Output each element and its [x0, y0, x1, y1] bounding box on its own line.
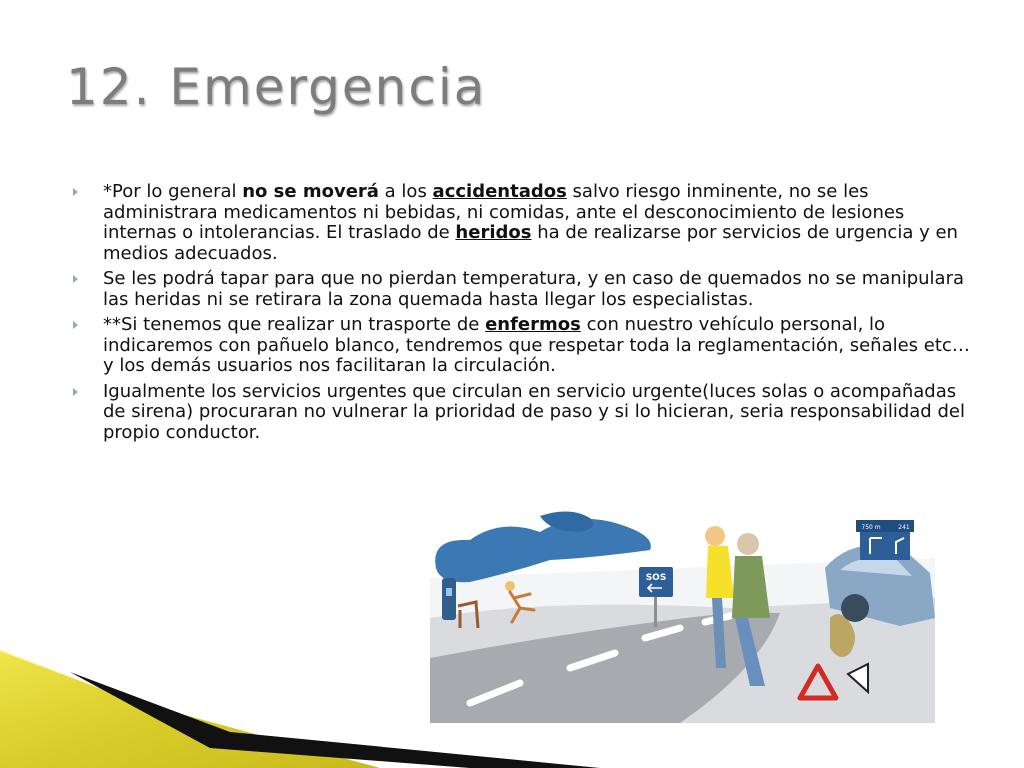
emphasized-term: accidentados	[432, 181, 567, 202]
bullet-text	[103, 314, 970, 376]
emphasized-term: heridos	[455, 222, 532, 243]
slide-title: 12. Emergencia	[66, 58, 487, 116]
bullet-text	[103, 381, 965, 443]
bullet-arrow-icon	[73, 275, 78, 283]
bullet-text	[103, 268, 964, 310]
text-segment: Se les podrá tapar para que no pierdan temperatura, y en caso de quemados no se manipulara las heridas ni se retirara la zona quemada hasta llegar los especialistas.	[103, 268, 965, 310]
bullet-arrow-icon	[73, 321, 78, 329]
text-segment: a los	[378, 181, 433, 202]
bullet-arrow-icon	[73, 388, 78, 396]
text-segment: con nuestro vehículo personal, lo indicaremos con pañuelo blanco, tendremos que respetar toda la reglamentación, señales etc… y los demás usuarios nos facilitaran la circulación.	[103, 314, 970, 376]
corner-decoration	[0, 640, 600, 768]
text-segment: salvo riesgo inminente, no se les administrara medicamentos ni bebidas, ni comidas, ante el desconocimiento de lesiones internas o intolerancias. El traslado de	[103, 181, 905, 243]
bullet-item	[72, 315, 972, 377]
bullet-text	[103, 181, 958, 264]
svg-text:241: 241	[898, 524, 910, 531]
bold-phrase: no se moverá	[242, 181, 379, 202]
svg-text:750 m: 750 m	[861, 524, 881, 531]
text-segment: *Por lo general	[103, 181, 243, 202]
bullet-item	[72, 269, 972, 310]
text-segment: ha de realizarse por servicios de urgencia y en medios adecuados.	[103, 222, 958, 264]
text-segment: Igualmente los servicios urgentes que circulan en servicio urgente(luces solas o acompañadas de sirena) procuraran no vulnerar la prioridad de paso y si lo hicieran, seria responsabilidad del propio conductor.	[103, 380, 965, 443]
text-segment: **Si tenemos que realizar un trasporte de	[103, 314, 486, 335]
bullet-list	[72, 182, 972, 448]
bullet-item	[72, 182, 972, 264]
svg-text:SOS: SOS	[645, 573, 667, 583]
emphasized-term: enfermos	[485, 314, 581, 335]
bullet-item	[72, 382, 972, 444]
bullet-arrow-icon	[73, 188, 78, 196]
distance-sign	[856, 520, 914, 560]
